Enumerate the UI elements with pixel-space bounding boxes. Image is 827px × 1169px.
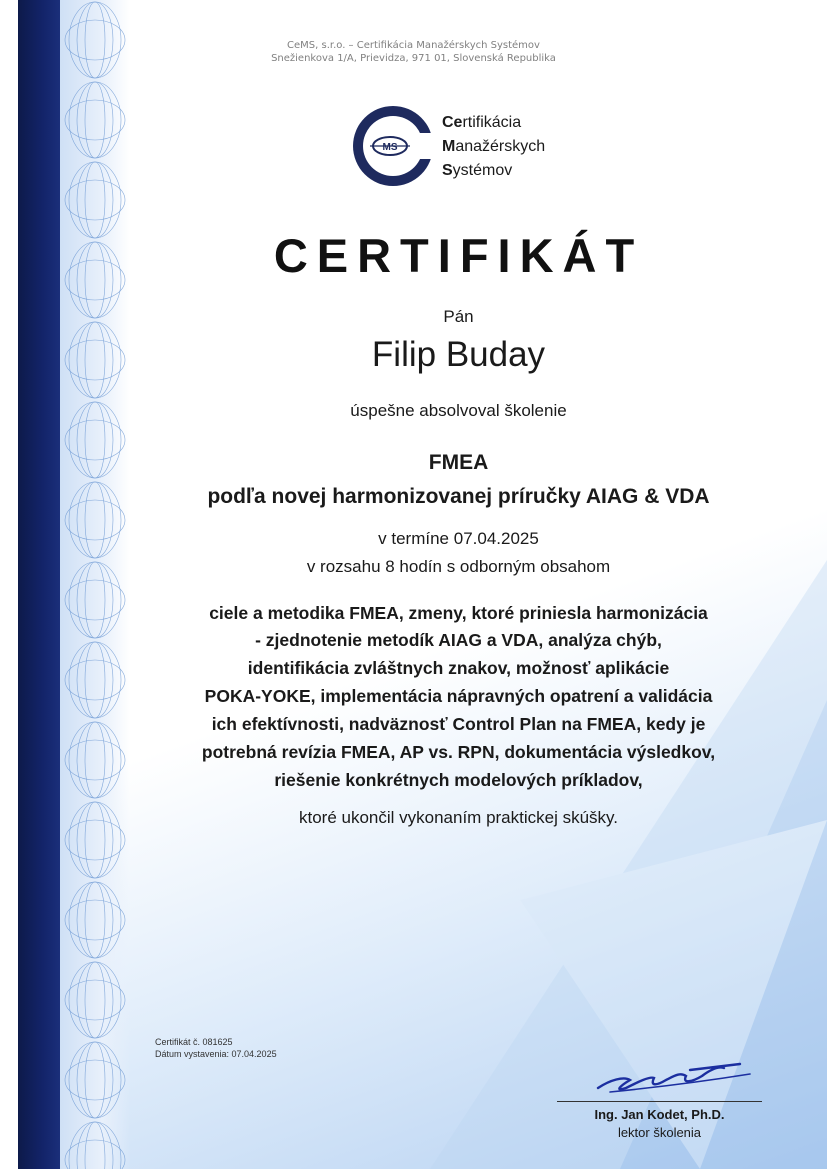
recipient-name: Filip Buday [371, 335, 546, 374]
content-line: ciele a metodika FMEA, zmeny, ktoré priniesla harmonizácia [209, 603, 708, 623]
logo-word-3-initial: S [442, 162, 453, 179]
logo-badge-text: MS [382, 142, 398, 153]
signatory-role: lektor školenia [617, 1125, 702, 1140]
completion-phrase: úspešne absolvoval školenie [350, 401, 567, 420]
navy-border-band [18, 0, 60, 1169]
company-logo [350, 103, 580, 189]
logo-word-1-rest: rtifikácia [462, 114, 522, 131]
content-line: riešenie konkrétnych modelových príkladov, [274, 770, 643, 790]
guilloche-border [60, 0, 130, 1169]
training-hours: v rozsahu 8 hodín s odborným obsahom [306, 557, 611, 576]
guilloche-pattern [60, 0, 130, 1169]
content-line: - zjednotenie metodík AIAG a VDA, analýza chýb, [255, 630, 662, 650]
logo-word-2-initial: M [442, 138, 456, 155]
signature-line [557, 1101, 762, 1102]
salutation: Pán [443, 307, 474, 326]
logo-word-2 [442, 135, 545, 159]
logo-word-1-initial: Ce [442, 114, 463, 131]
course-subtitle: podľa novej harmonizovanej príručky AIAG & VDA [207, 485, 710, 508]
content-line: identifikácia zvláštnych znakov, možnosť aplikácie [247, 658, 670, 678]
cms-logo-mark [350, 103, 436, 189]
content-line: POKA-YOKE, implementácia nápravných opatrení a validácia [204, 686, 713, 706]
course-title: FMEA [428, 451, 489, 474]
issuer-address: Snežienkova 1/A, Prievidza, 971 01, Slovenská Republika [271, 53, 556, 64]
logo-word-3 [442, 159, 545, 183]
content-line: ich efektívnosti, nadväznosť Control Plan na FMEA, kedy je [211, 714, 706, 734]
issue-date: Dátum vystavenia: 07.04.2025 [155, 1049, 277, 1059]
closing-line: ktoré ukončil vykonaním praktickej skúšky. [298, 808, 619, 827]
issuer-name: CeMS, s.r.o. – Certifikácia Manažérskych Systémov [287, 40, 540, 51]
handwritten-signature [590, 1058, 760, 1102]
logo-word-1 [442, 111, 545, 135]
left-margin [0, 0, 18, 1169]
logo-word-2-rest: anažérskych [455, 138, 546, 155]
logo-word-3-rest: ystémov [452, 162, 513, 179]
training-date: v termíne 07.04.2025 [378, 529, 539, 548]
content-line: potrebná revízia FMEA, AP vs. RPN, dokumentácia výsledkov, [201, 742, 716, 762]
certificate-title: CERTIFIKÁT [273, 229, 644, 282]
signatory-name: Ing. Jan Kodet, Ph.D. [594, 1107, 725, 1122]
logo-wordmark [442, 111, 545, 183]
certificate-number: Certifikát č. 081625 [155, 1037, 233, 1047]
